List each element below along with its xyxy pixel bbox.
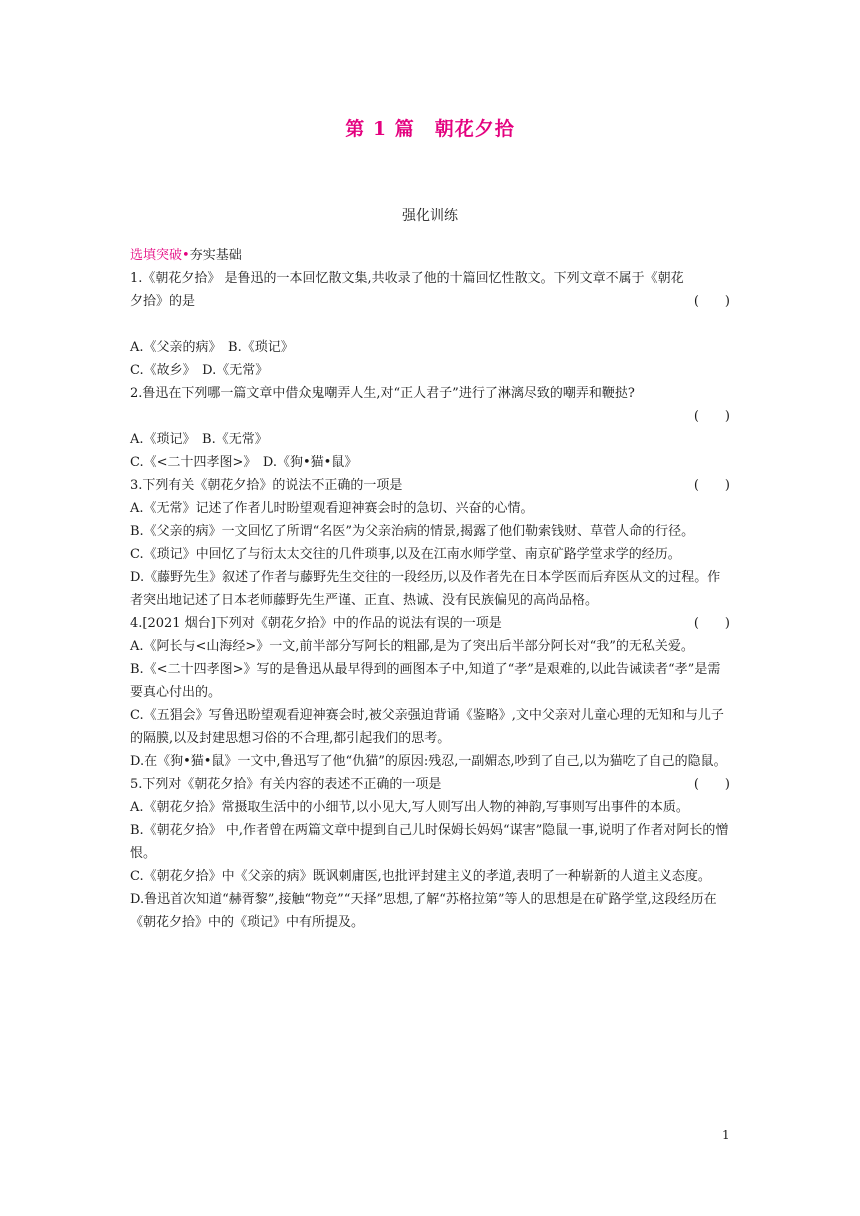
answer-blank: ( ) bbox=[693, 777, 730, 792]
section-subtitle: 强化训练 bbox=[402, 208, 458, 224]
question-5-option: A.《朝花夕拾》常摄取生活中的小细节,以小见大,写人则写出人物的神韵,写事则写出事件的本质。 bbox=[130, 800, 689, 815]
question-text: 1.《朝花夕拾》 是鲁迅的一本回忆散文集,共收录了他的十篇回忆性散文。下列文章不属于《朝花夕拾》的是 bbox=[130, 271, 684, 309]
question-5-option: D.鲁迅首次知道“赫胥黎”,接触“物竞”“天择”思想,了解“苏格拉第”等人的思想是在矿路学堂,这段经历在《朝花夕拾》中的《琐记》中有所提及。 bbox=[130, 892, 717, 930]
question-2-stem: 2.鲁迅在下列哪一篇文章中借众鬼嘲弄人生,对“正人君子”进行了淋漓尽致的嘲弄和鞭挞? bbox=[130, 386, 635, 401]
question-4-option: B.《<二十四孝图>》写的是鲁迅从最早得到的画图本子中,知道了“孝”是艰难的,以此告诫读者“孝”是需要真心付出的。 bbox=[130, 662, 721, 700]
section-heading bbox=[130, 244, 730, 267]
question-3-option: D.《藤野先生》叙述了作者与藤野先生交往的一段经历,以及作者先在日本学医而后弃医从文的过程。作者突出地记述了日本老师藤野先生严谨、正直、热诚、没有民族偏见的高尚品格。 bbox=[130, 570, 721, 608]
page-number: 1 bbox=[722, 1128, 730, 1142]
question-content bbox=[130, 244, 730, 934]
answer-blank: ( ) bbox=[693, 478, 730, 493]
question-1-stem bbox=[130, 267, 730, 313]
question-4-stem bbox=[130, 612, 730, 635]
question-4-option: C.《五猖会》写鲁迅盼望观看迎神赛会时,被父亲强迫背诵《鉴略》,文中父亲对儿童心理的无知和与儿子的隔膜,以及封建思想习俗的不合理,都引起我们的思考。 bbox=[130, 708, 724, 746]
section-label-highlight: 选填突破 bbox=[130, 248, 183, 263]
section-dot: • bbox=[182, 248, 190, 263]
question-3-stem bbox=[130, 474, 730, 497]
question-4-option: A.《阿长与<山海经>》一文,前半部分写阿长的粗鄙,是为了突出后半部分阿长对“我”的无私关爱。 bbox=[130, 639, 694, 654]
answer-blank: ( ) bbox=[693, 409, 730, 424]
question-5-option: C.《朝花夕拾》中《父亲的病》既讽刺庸医,也批评封建主义的孝道,表明了一种崭新的人道主义态度。 bbox=[130, 869, 711, 884]
question-1-option: A.《父亲的病》 B.《琐记》 bbox=[130, 340, 294, 355]
question-text: 5.下列对《朝花夕拾》有关内容的表述不正确的一项是 bbox=[130, 777, 442, 792]
page-title: 第 1 篇 朝花夕拾 bbox=[345, 118, 515, 140]
question-text: 3.下列有关《朝花夕拾》的说法不正确的一项是 bbox=[130, 478, 403, 493]
question-4-option: D.在《狗•猫•鼠》一文中,鲁迅写了他“仇猫”的原因:残忍,一副媚态,吵到了自己,以为猫吃了自己的隐鼠。 bbox=[130, 754, 727, 769]
question-1-option: C.《故乡》 D.《无常》 bbox=[130, 363, 269, 378]
question-text: 4.[2021 烟台]下列对《朝花夕拾》中的作品的说法有误的一项是 bbox=[130, 616, 502, 631]
question-5-option: B.《朝花夕拾》 中,作者曾在两篇文章中提到自己儿时保姆长妈妈“谋害”隐鼠一事,说明了作者对阿长的憎恨。 bbox=[130, 823, 729, 861]
answer-blank: ( ) bbox=[693, 616, 730, 631]
section-label: 夯实基础 bbox=[189, 248, 242, 263]
question-2-option: C.《<二十四孝图>》 D.《狗•猫•鼠》 bbox=[130, 455, 358, 470]
question-3-option: A.《无常》记述了作者儿时盼望观看迎神赛会时的急切、兴奋的心情。 bbox=[130, 501, 534, 516]
spacer bbox=[130, 313, 730, 336]
answer-blank: ( ) bbox=[693, 294, 730, 309]
question-2-option: A.《琐记》 B.《无常》 bbox=[130, 432, 268, 447]
question-3-option: C.《琐记》中回忆了与衍太太交往的几件琐事,以及在江南水师学堂、南京矿路学堂求学的经历。 bbox=[130, 547, 681, 562]
question-3-option: B.《父亲的病》一文回忆了所谓“名医”为父亲治病的情景,揭露了他们勒索钱财、草菅人命的行径。 bbox=[130, 524, 695, 539]
question-5-stem bbox=[130, 773, 730, 796]
